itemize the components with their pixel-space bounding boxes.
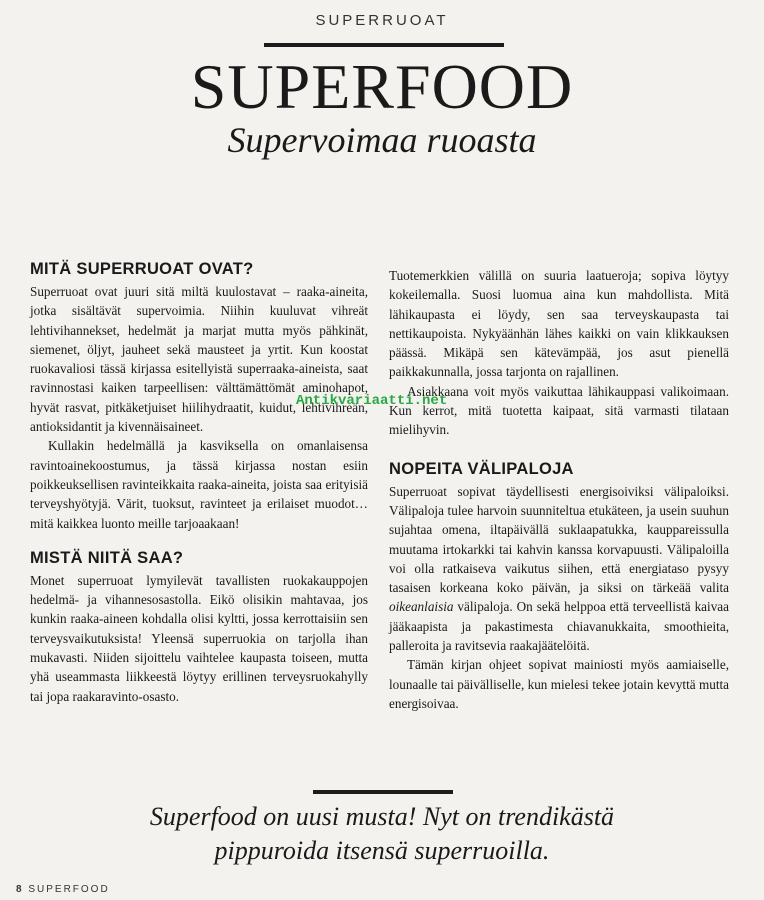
paragraph-text: Superruoat sopivat täydellisesti energisoiviksi välipaloiksi. Välipaloja tulee harvoin suunniteltua etukäteen, ja usein suuhun sujahtaa omena, iltapäivällä suklaapatukka, kauppareissulla muutama irtokarkki tai kahvin kanssa korvapuusti. Välipaloilla voi olla ratkaiseva vaikutus siihen, että energiataso pysyy tasaisen korkeana koko päivän, ja siksi on tärkeää valita [389, 483, 729, 596]
right-column [389, 266, 729, 713]
emphasis-text: oikeanlaisia [389, 599, 454, 615]
paragraph: Tuotemerkkien välillä on suuria laatueroja; sopiva löytyy kokeilemalla. Suosi luomua aina kun mahdollista. Mitä lähikaupasta ei löydy, sen saa terveyskaupasta tai nettikaupoista. Nykyäänhän lähes kaikki on vain klikkauksen päässä. Mikäpä sen kätevämpää, jos asut pienellä paikkakunnalla, jossa tarjonta on rajallinen. [389, 268, 729, 380]
section-heading-where: MISTÄ NIITÄ SAA? [30, 548, 184, 567]
section-kicker: SUPERRUOAT [315, 12, 449, 29]
pull-quote-line: Superfood on uusi musta! Nyt on trendikästä [149, 802, 615, 831]
paragraph: Monet superruoat lymyilevät tavallisten ruokakauppojen hedelmä- ja vihannesosastolla. Eikö olisikin mahtavaa, jos kunkin raaka-aineen kohdalla olisi kyltti, jossa kerrottaisiin sen terveysvaikutuksista! Yleensä superruokia on tarjolla ihan mukavasti. Niiden sijoittelu vaihtelee kaupasta toiseen, mutta yhä useammasta liikkeestä löytyy erillinen terveysruokahylly tai jopa raakaravinto-osasto. [30, 572, 368, 704]
page-footer [16, 884, 110, 895]
paragraph: Asiakkaana voit myös vaikuttaa lähikauppasi valikoimaan. Kun kerrot, mitä tuotetta kaipaat, sitä varmasti tilataan mielihyvin. [389, 383, 729, 438]
paragraph-text: välipaloja. On sekä helppoa että terveellistä kaivaa jääkaapista ja pakastimesta chiavanukkaita, smoothieita, palleroita ja ravitsevia raakajäätelöitä. [389, 599, 729, 654]
paragraph: Tämän kirjan ohjeet sopivat mainiosti myös aamiaiselle, lounaalle tai päivälliselle, kun mielesi tekee jotain kevyttä mutta energisoivaa. [389, 657, 729, 711]
paragraph: Kullakin hedelmällä ja kasviksella on omanlaisensa ravintoainekoostumus, ja tässä kirjassa nostan esiin poikkeuksellisen ravinteikkaita raaka-aineita, joista saa erityisiä terveyshyötyjä. Värit, tuoksut, ravinteet ja erilaiset muodot… mitä kaikkea luonto meille tarjoaakaan! [30, 438, 368, 531]
page-subtitle: Supervoimaa ruoasta [227, 120, 537, 160]
page-title: SUPERFOOD [190, 51, 574, 122]
paragraph [389, 482, 729, 656]
running-title: SUPERFOOD [28, 884, 110, 895]
section-heading-what: MITÄ SUPERRUOAT OVAT? [30, 260, 254, 278]
watermark-text: Antikvariaatti.net [296, 393, 448, 409]
page-number: 8 [16, 884, 22, 895]
pull-quote-line: pippuroida itsensä superruoilla. [214, 836, 550, 865]
left-column [30, 258, 368, 706]
pull-quote [0, 800, 764, 868]
section-heading-snacks: NOPEITA VÄLIPALOJA [389, 459, 574, 478]
top-divider [264, 43, 504, 47]
paragraph: Superruoat ovat juuri sitä miltä kuulostavat – raaka-aineita, jotka sisältävät supervoimia. Niihin kuuluvat vihreät lehtivihannekset, hedelmät ja marjat mutta myös pähkinät, siemenet, öljyt, jauheet sekä mausteet ja yrtit. Kun koostat ruokavaliosi tässä kirjassa esitellyistä superraaka-aineista, saat ravinnostasi kaiken tarpeellisen: välttämättömät aminohapot, hyvät rasvat, pitkäketjuiset hiilihydraatit, kuidut, lehtivihreän, antioksidantit ja kivennäisaineet. [30, 284, 368, 435]
bottom-divider [313, 790, 453, 794]
